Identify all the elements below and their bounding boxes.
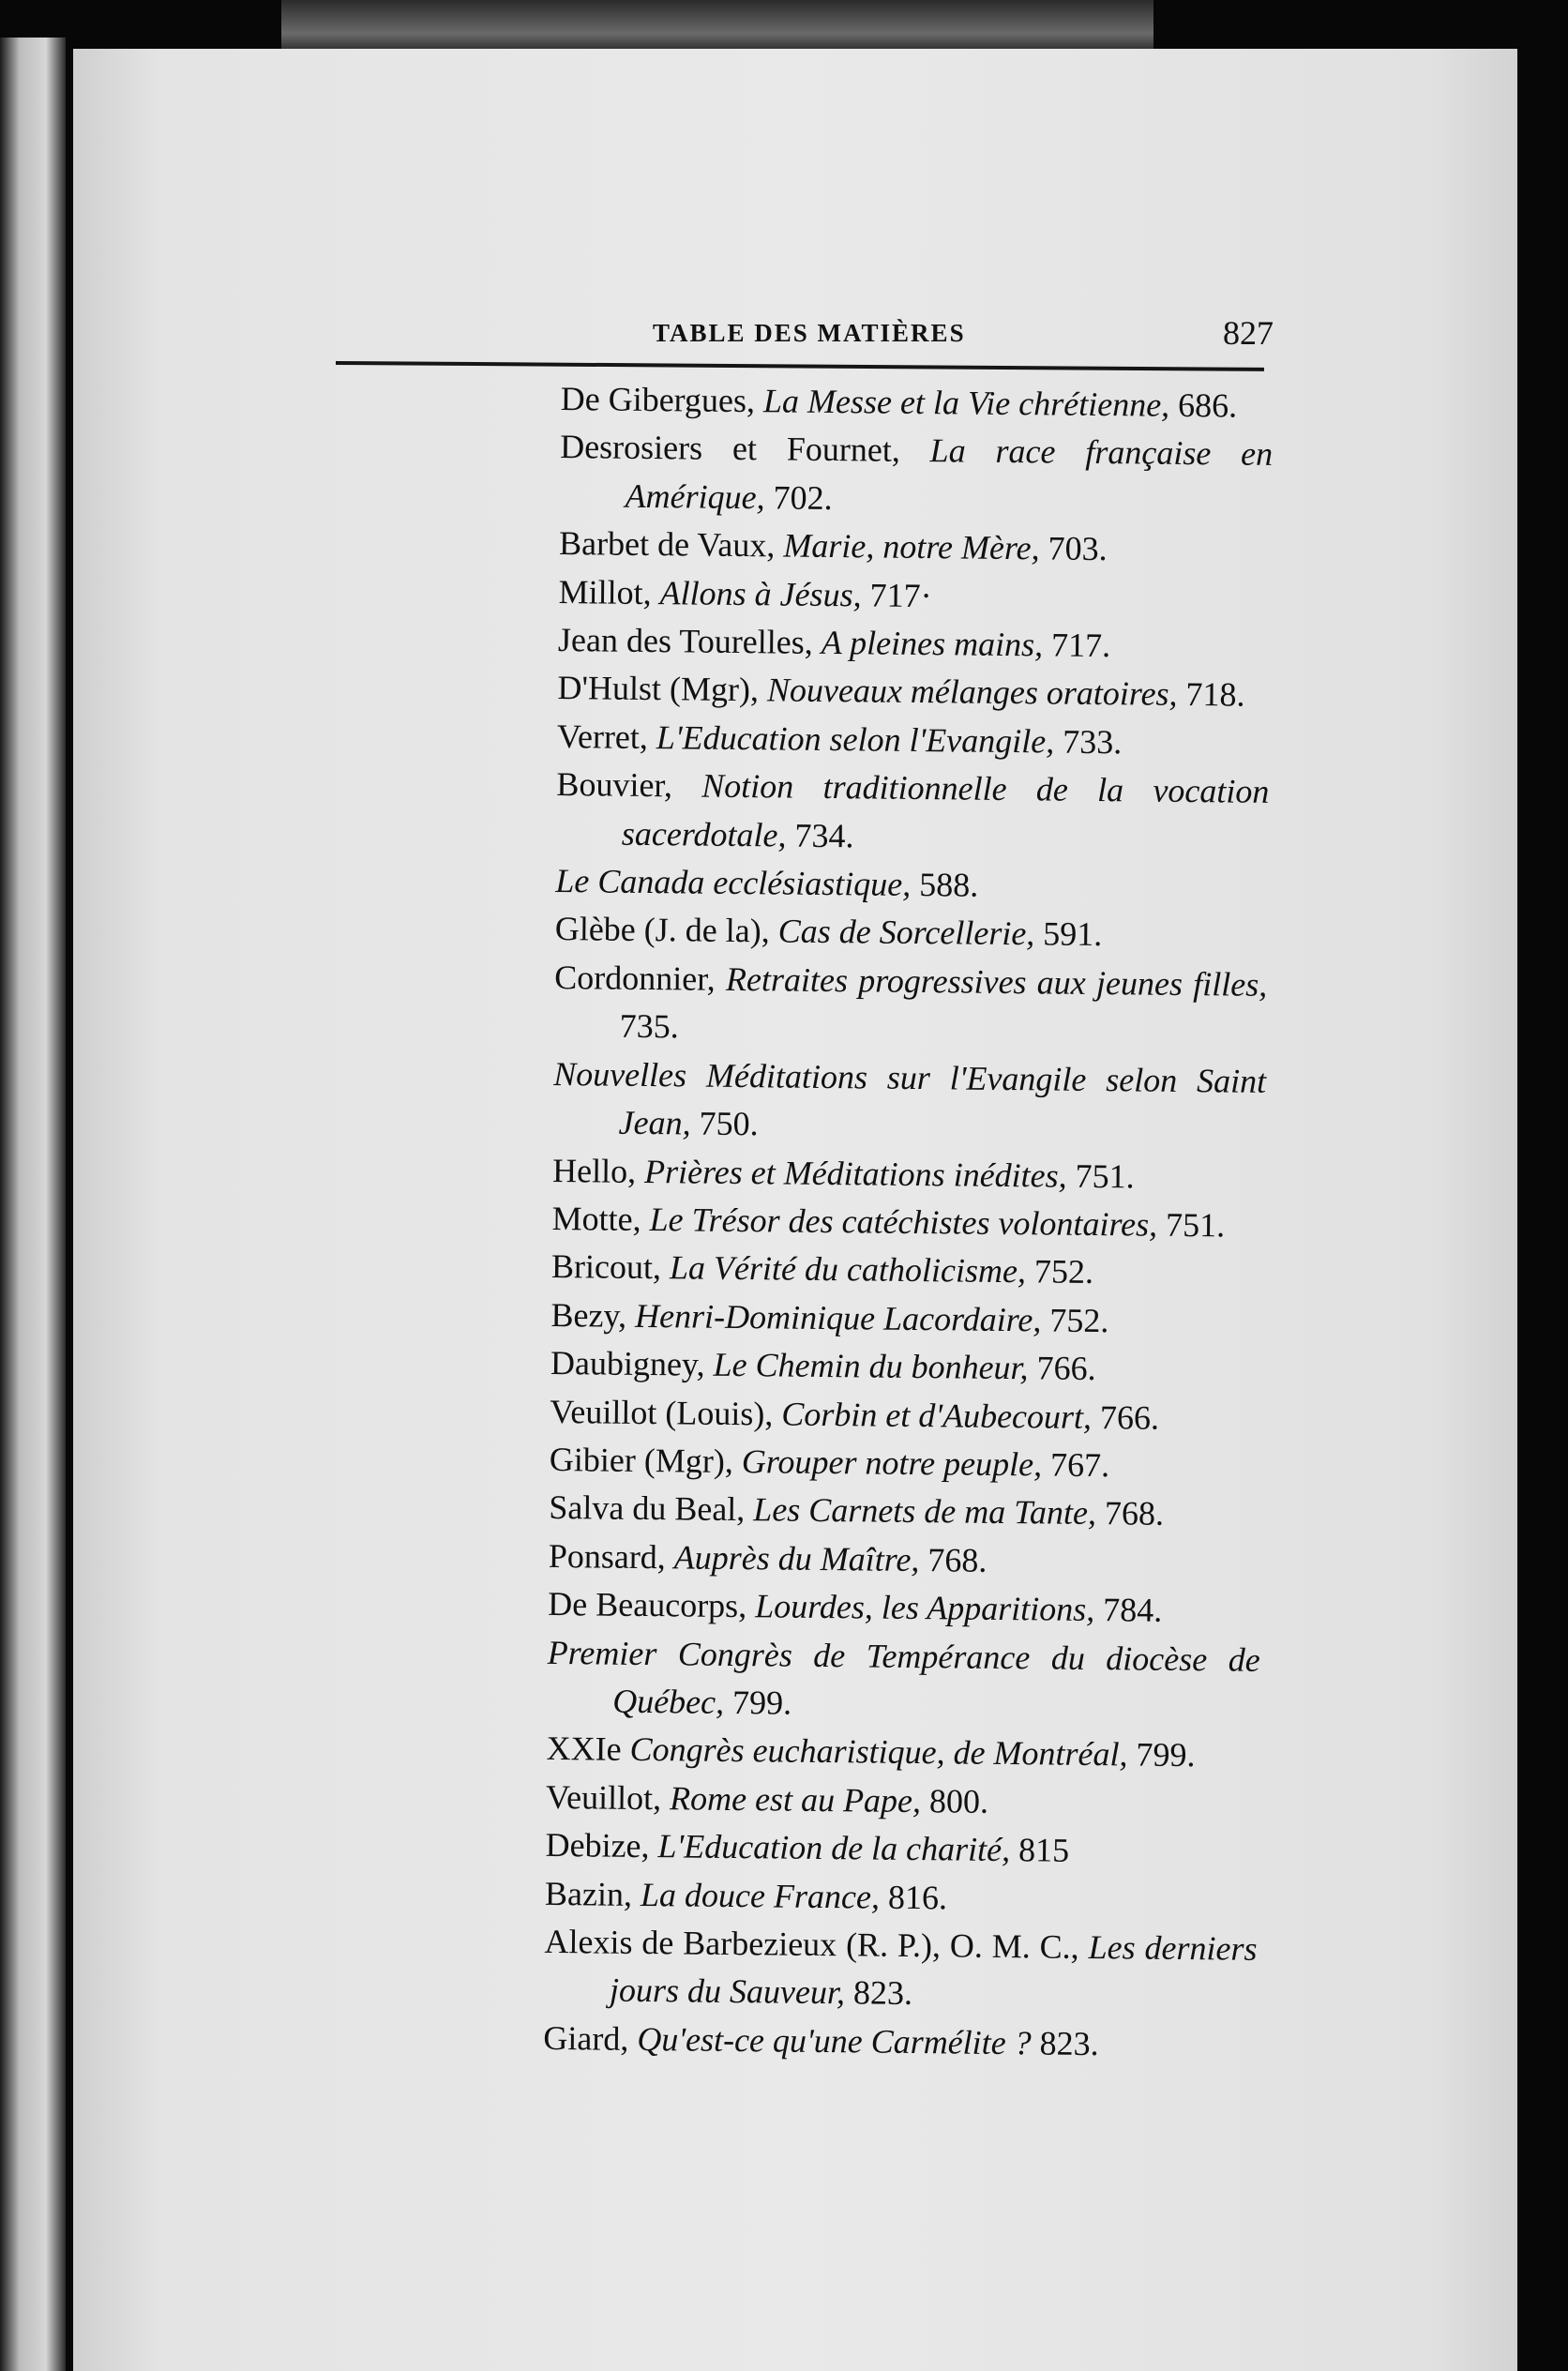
toc-entry bbox=[551, 1195, 1264, 1250]
entry-title: Premier Congrès de Tempérance du diocèse de Québec, bbox=[547, 1633, 1260, 1721]
entry-author: Glèbe (J. de la), bbox=[554, 910, 770, 950]
entry-page: 752. bbox=[1049, 1301, 1109, 1339]
entry-title: Henri-Dominique Lacordaire, bbox=[634, 1296, 1042, 1339]
top-scan-strip bbox=[281, 0, 1153, 56]
entry-page: 784. bbox=[1103, 1591, 1163, 1629]
entry-page: 588. bbox=[919, 866, 979, 904]
toc-entry bbox=[560, 375, 1273, 430]
toc-entry bbox=[545, 1870, 1258, 1925]
toc-entry bbox=[548, 1580, 1260, 1636]
entry-author: Gibier (Mgr), bbox=[549, 1440, 734, 1480]
entry-page: 800. bbox=[928, 1781, 989, 1820]
toc-entry bbox=[550, 1339, 1263, 1395]
entry-author: Giard, bbox=[543, 2018, 629, 2058]
toc-entry bbox=[549, 1533, 1261, 1588]
toc-entry bbox=[544, 1918, 1258, 2022]
entry-title: Congrès eucharistique, de Montréal, bbox=[629, 1730, 1128, 1774]
entry-author: Debize, bbox=[545, 1826, 650, 1865]
entry-title: La Messe et la Vie chrétienne, bbox=[762, 382, 1170, 424]
running-title: TABLE DES MATIÈRES bbox=[653, 319, 966, 347]
toc-entry bbox=[551, 1243, 1264, 1298]
entry-page: 703. bbox=[1048, 529, 1108, 568]
entry-title: Grouper notre peuple, bbox=[741, 1442, 1043, 1484]
entry-author: Hello, bbox=[551, 1151, 637, 1190]
toc-entry bbox=[555, 905, 1268, 960]
entry-page: 766. bbox=[1036, 1349, 1096, 1388]
entry-author: Bouvier, bbox=[556, 765, 673, 805]
toc-entry bbox=[555, 857, 1268, 913]
toc-entry bbox=[545, 1821, 1258, 1877]
entry-page: 718. bbox=[1185, 675, 1245, 715]
entry-author: Barbet de Vaux, bbox=[558, 524, 776, 565]
entry-author: Verret, bbox=[556, 717, 649, 756]
entry-title: Qu'est-ce qu'une Carmélite ? bbox=[637, 2019, 1032, 2062]
previous-page-edge bbox=[0, 38, 66, 2371]
entry-title: Les derniers jours du Sauveur, bbox=[609, 1927, 1258, 2012]
entry-author: Daubigney, bbox=[550, 1344, 705, 1383]
toc-entry bbox=[549, 1484, 1261, 1539]
entry-title: Nouveaux mélanges oratoires, bbox=[766, 671, 1178, 714]
entry-title: Cas de Sorcellerie, bbox=[777, 912, 1035, 953]
toc-entry bbox=[557, 713, 1270, 768]
entry-title: L'Education de la charité, bbox=[657, 1827, 1011, 1869]
entry-title: La race française en Amérique, bbox=[625, 431, 1274, 517]
entry-page: 823. bbox=[1039, 2024, 1099, 2062]
entry-page: 766. bbox=[1099, 1397, 1160, 1437]
entry-title: Le Chemin du bonheur, bbox=[713, 1345, 1029, 1387]
entry-page: 750. bbox=[699, 1104, 759, 1143]
entry-author: Bezy, bbox=[550, 1295, 627, 1335]
entry-page: 768. bbox=[927, 1540, 988, 1579]
entry-page: 735. bbox=[619, 1006, 679, 1046]
entry-page: 815 bbox=[1018, 1831, 1070, 1869]
entry-author: De Gibergues, bbox=[560, 379, 756, 420]
entry-title: Auprès du Maître, bbox=[673, 1538, 920, 1578]
entry-page: 752. bbox=[1033, 1252, 1094, 1291]
entry-author: Salva du Beal, bbox=[549, 1488, 746, 1529]
page-number: 827 bbox=[1223, 314, 1274, 352]
entry-title: Corbin et d'Aubecourt, bbox=[781, 1395, 1093, 1436]
entry-page: 751. bbox=[1075, 1156, 1135, 1195]
entry-page: 751. bbox=[1165, 1205, 1226, 1245]
toc-entry bbox=[553, 954, 1267, 1058]
entry-title: Marie, notre Mère, bbox=[783, 526, 1040, 567]
entry-page: 734. bbox=[794, 816, 854, 854]
entry-title: Le Canada ecclésiastique, bbox=[555, 862, 912, 903]
toc-entry bbox=[546, 1725, 1259, 1780]
entry-author: Motte, bbox=[551, 1199, 641, 1238]
entry-author: Bricout, bbox=[550, 1247, 662, 1287]
toc-entry bbox=[558, 616, 1271, 672]
toc-entry bbox=[547, 1628, 1260, 1732]
entry-author: D'Hulst (Mgr), bbox=[557, 669, 760, 709]
toc-entry bbox=[559, 423, 1273, 527]
entry-author: Desrosiers et Fournet, bbox=[559, 428, 901, 470]
entry-page: 767. bbox=[1049, 1445, 1110, 1485]
book-page bbox=[73, 49, 1517, 2371]
entry-page: 717· bbox=[869, 576, 932, 614]
toc-entry bbox=[550, 1387, 1262, 1442]
entry-title: Nouvelles Méditations sur l'Evangile selon Saint Jean, bbox=[552, 1054, 1267, 1142]
entry-page: 591. bbox=[1043, 914, 1103, 954]
toc-entry bbox=[552, 1050, 1266, 1155]
entry-author: Veuillot (Louis), bbox=[550, 1392, 774, 1432]
entry-page: 686. bbox=[1177, 385, 1238, 425]
entry-author: Ponsard, bbox=[548, 1536, 667, 1576]
entry-page: 702. bbox=[773, 478, 833, 517]
table-of-contents-list bbox=[543, 375, 1274, 2070]
entry-author: Veuillot, bbox=[545, 1777, 662, 1817]
entry-title: Retraites progressives aux jeunes filles, bbox=[725, 959, 1268, 1004]
entry-author: Jean des Tourelles, bbox=[557, 621, 813, 661]
toc-entry bbox=[550, 1436, 1262, 1491]
entry-title: Les Carnets de ma Tante, bbox=[753, 1490, 1097, 1533]
entry-author: XXIe bbox=[546, 1729, 622, 1769]
toc-entry bbox=[546, 1774, 1259, 1829]
entry-page: 823. bbox=[852, 1973, 913, 2013]
toc-entry bbox=[550, 1291, 1263, 1347]
entry-title: Le Trésor des catéchistes volontaires, bbox=[649, 1200, 1158, 1244]
toc-entry bbox=[557, 664, 1270, 719]
entry-page: 733. bbox=[1063, 722, 1123, 762]
entry-title: A pleines mains, bbox=[821, 623, 1044, 664]
entry-title: La douce France, bbox=[640, 1875, 881, 1916]
toc-entry bbox=[543, 2015, 1256, 2070]
running-head bbox=[336, 314, 1274, 366]
entry-title: La Vérité du catholicisme, bbox=[669, 1248, 1027, 1291]
toc-entry bbox=[558, 568, 1271, 624]
entry-title: L'Education selon l'Evangile, bbox=[656, 717, 1055, 761]
entry-title: Allons à Jésus, bbox=[659, 573, 862, 613]
toc-entry bbox=[556, 761, 1270, 865]
entry-page: 799. bbox=[731, 1683, 792, 1722]
entry-title: Prières et Méditations inédites, bbox=[643, 1152, 1067, 1195]
entry-page: 816. bbox=[887, 1878, 948, 1916]
entry-author: Millot, bbox=[558, 572, 652, 612]
entry-title: Notion traditionnelle de la vocation sacerdotale, bbox=[621, 766, 1270, 854]
entry-page: 717. bbox=[1050, 626, 1111, 665]
entry-author: Cordonnier, bbox=[554, 958, 716, 998]
entry-page: 768. bbox=[1104, 1494, 1165, 1533]
entry-title: Lourdes, les Apparitions, bbox=[754, 1587, 1095, 1629]
entry-author: Bazin, bbox=[544, 1874, 633, 1913]
toc-entry bbox=[559, 520, 1272, 575]
entry-author: De Beaucorps, bbox=[548, 1585, 747, 1625]
entry-page: 799. bbox=[1136, 1735, 1196, 1774]
entry-author: Alexis de Barbezieux (R. P.), O. M. C., bbox=[544, 1922, 1079, 1966]
toc-entry bbox=[552, 1146, 1265, 1201]
entry-title: Rome est au Pape, bbox=[669, 1779, 922, 1820]
